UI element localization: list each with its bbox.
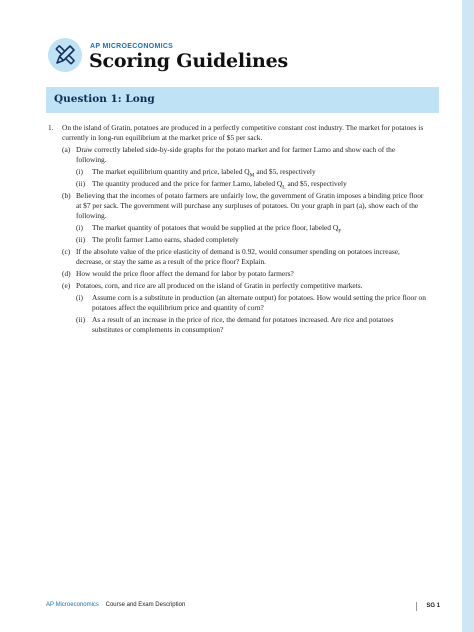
item-number: (a) [62,145,71,154]
question-band [46,87,439,113]
question-item [46,315,426,335]
question-item [46,191,426,221]
pencil-ruler-icon [48,38,82,72]
item-text: How would the price floor affect the demand for labor by potato farmers? [76,269,294,278]
footer [46,602,440,614]
question-item [46,167,426,177]
item-number: (ii) [76,179,86,188]
item-number: (i) [76,293,83,302]
item-text: The profit farmer Lamo earns, shaded completely [92,235,239,244]
item-number: 1. [48,123,54,132]
question-item [46,179,426,189]
question-item [46,145,426,165]
question-item [46,281,426,291]
footer-brand: AP Microeconomics [46,602,99,608]
item-number: (ii) [76,235,86,244]
item-text: Draw correctly labeled side-by-side graphs for the potato market and for farmer Lamo and show each of the following. [76,145,396,164]
item-text: The market quantity of potatoes that would be supplied at the price floor, labeled $Q_F$ [92,223,342,235]
subscript: F [338,228,342,235]
item-text: The market equilibrium quantity and price, labeled $Q_M$ and $5, respectively [92,167,316,179]
item-text: The quantity produced and the price for farmer Lamo, labeled $Q_L$ and $5, respectively [92,179,347,191]
question-item [46,235,426,245]
item-text: Potatoes, corn, and rice are all produced on the island of Gratin in perfectly competitive markets. [76,281,363,290]
side-strip [462,0,474,632]
footer-divider [416,602,417,611]
question-item [46,223,426,233]
eyebrow-label: AP MICROECONOMICS [90,43,174,50]
item-text: On the island of Gratin, potatoes are produced in a perfectly competitive constant cost industry. The market for potatoes is currently in long-run equilibrium at the market price of $5 per sack. [62,123,424,142]
question-item [46,247,426,267]
item-number: (ii) [76,315,86,324]
subscript: M [249,172,255,179]
question-body [46,123,426,337]
question-item [46,269,426,279]
item-text: As a result of an increase in the price of rice, the demand for potatoes increased. Are rice and potatoes substitutes or complements in consumption? [92,315,394,334]
item-number: (i) [76,223,83,232]
footer-description: Course and Exam Description [105,602,186,608]
item-text: If the absolute value of the price elasticity of demand is 0.92, would consumer spending on potatoes increase, decrease, or stay the same as a result of the price floor? Explain. [76,247,400,266]
subscript: L [282,184,286,191]
question-item [46,123,426,143]
page-title: Scoring Guidelines [89,50,288,72]
item-number: (d) [62,269,71,278]
item-text: Believing that the incomes of potato farmers are unfairly low, the government of Gratin imposes a binding price floor at $7 per sack. The government will purchase any surpluses of potatoes. On your graph in part (a), show each of the following. [76,191,424,220]
item-number: (b) [62,191,71,200]
item-number: (c) [62,247,71,256]
page-number: SG 1 [426,603,440,609]
item-text: Assume corn is a substitute in production (an alternate output) for potatoes. How would setting the price floor on potatoes affect the equilibrium price and quantity of corn? [92,293,426,312]
question-title: Question 1: Long [54,93,155,105]
question-item [46,293,426,313]
item-number: (i) [76,167,83,176]
item-number: (e) [62,281,71,290]
